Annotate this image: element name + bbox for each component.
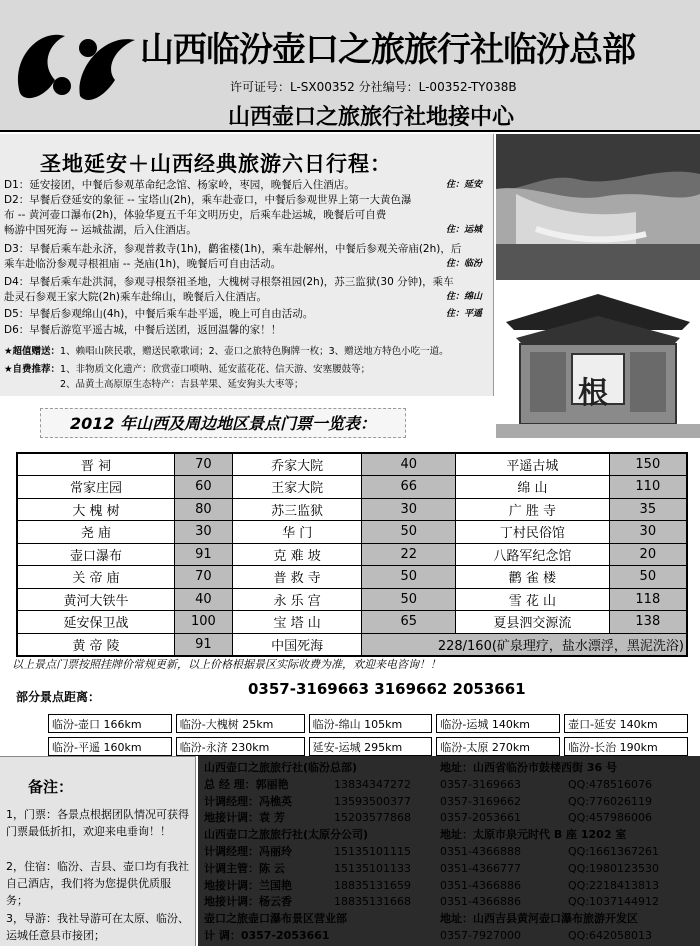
ticket-price: 40 <box>174 588 232 611</box>
ticket-price: 138 <box>609 611 687 634</box>
contact-field: 0357-3169663 <box>440 777 521 791</box>
scenic-spot-name: 平遥古城 <box>456 453 610 476</box>
ticket-price: 91 <box>174 543 232 566</box>
itinerary-day: 布 -- 黄河壶口瀑布(2h)，体验华夏五千年文明历史，后乘车赴运城，晚餐后可自费 <box>4 209 387 221</box>
ticket-row <box>17 498 687 521</box>
scenic-spot-name: 关 帝 庙 <box>17 566 174 589</box>
contact-field: 13593500377 <box>334 794 411 808</box>
scenic-spot-name: 壶口瀑布 <box>17 543 174 566</box>
scenic-spot-name: 苏三监狱 <box>232 498 362 521</box>
ticket-price: 100 <box>174 611 232 634</box>
distance-cell: 临汾-平遥 160km <box>48 737 172 756</box>
contact-field: 计调经理：冯丽玲 <box>204 845 292 858</box>
ticket-row <box>17 588 687 611</box>
ticket-price: 110 <box>609 476 687 499</box>
ticket-price-table <box>16 452 688 657</box>
lodging-note: 住：平遥 <box>445 309 482 319</box>
ticket-price: 118 <box>609 588 687 611</box>
note-item: 3，导游：我社导游可在太原、临汾、运城任意县市接团； <box>6 912 189 942</box>
ticket-row <box>17 521 687 544</box>
contact-field: 15135101133 <box>334 861 411 875</box>
contact-row <box>198 861 692 877</box>
price-notice: 以上景点门票按照挂牌价常规更新，以上价格根据景区实际收费为准，欢迎来电咨询！！ <box>12 658 441 671</box>
contact-field: 地址：太原市泉元时代 B 座 1202 室 <box>440 828 627 842</box>
note-item: 2，住宿：临汾、吉县、壶口均有我社自己酒店，我们将为您提供优质服务； <box>6 860 189 907</box>
ticket-price: 91 <box>174 633 232 656</box>
distance-cell: 临汾-长治 190km <box>564 737 688 756</box>
selfpay-line-2: 2、品黄土高原原生态特产：吉县苹果、延安狗头大枣等； <box>60 379 304 390</box>
ticket-row <box>17 611 687 634</box>
agency-logo <box>10 18 140 108</box>
contact-field: QQ:1980123530 <box>568 861 660 875</box>
notes-title: 备注： <box>28 778 74 796</box>
scenic-spot-name: 夏县泗交源流 <box>456 611 610 634</box>
itinerary-day: D3：早餐后乘车赴永济，参观普救寺(1h)，鹳雀楼(1h)，乘车赴解州，中餐后参观关帝庙(2h)，后 <box>4 243 462 255</box>
ticket-price: 65 <box>362 611 456 634</box>
ticket-row <box>17 476 687 499</box>
lodging-note: 住：临汾 <box>445 259 482 269</box>
contact-field: QQ:478516076 <box>568 777 653 791</box>
scenic-spot-name: 广 胜 寺 <box>456 498 610 521</box>
distance-cell: 壶口-延安 140km <box>564 714 688 733</box>
ticket-row <box>17 453 687 476</box>
agency-subtitle: 山西壶口之旅旅行社地接中心 <box>228 105 515 130</box>
ticket-price: 80 <box>174 498 232 521</box>
itinerary-day: D2：早餐后登延安的象征 -- 宝塔山(2h)，乘车赴壶口，中餐后参观世界上第一大黄色瀑 <box>4 194 412 206</box>
ticket-row <box>17 543 687 566</box>
ticket-row <box>17 633 687 656</box>
ticket-price: 66 <box>362 476 456 499</box>
scenic-spot-name: 鹳 雀 楼 <box>456 566 610 589</box>
ticket-table-title: 2012 年山西及周边地区景点门票一览表： <box>40 408 406 438</box>
itinerary-day: D1：延安接团，中餐后参观革命纪念馆、杨家岭，枣园，晚餐后入住酒店。 住：延安 <box>4 179 482 191</box>
ticket-price: 70 <box>174 566 232 589</box>
note-item: 1，门票：各景点根据团队情况可获得门票最低折扣，欢迎来电垂询！！ <box>6 808 189 838</box>
contact-field: 0357-3169662 <box>440 794 521 808</box>
contact-row <box>198 777 692 793</box>
contact-row <box>198 827 692 843</box>
contact-field: 计调主管：陈 云 <box>204 861 285 875</box>
contact-field: 13834347272 <box>334 777 411 791</box>
itinerary-day: D5：早餐后参观绵山(4h)，中餐后乘车赴平遥，晚上可自由活动。 住：平遥 <box>4 308 482 320</box>
scenic-spot-name: 雪 花 山 <box>456 588 610 611</box>
contact-field: 0357-2053661 <box>440 811 521 825</box>
contact-field: 0357-7927000 <box>440 929 521 942</box>
ticket-price: 30 <box>174 521 232 544</box>
contact-field: 0351-4366888 <box>440 845 521 858</box>
ticket-row <box>17 566 687 589</box>
gifts-line: ★超值赠送：1、赖唱山陕民歌，赠送民歌歌词；2、壶口之旅特色胸牌一枚；3、赠送地方特色小吃一道。 <box>4 346 449 357</box>
contact-row <box>198 894 692 910</box>
distance-title: 部分景点距离： <box>16 690 101 704</box>
contact-field: 15135101115 <box>334 845 411 858</box>
ticket-price: 70 <box>174 453 232 476</box>
contact-field: 地接计调：兰国艳 <box>204 878 292 892</box>
contact-field: QQ:457986006 <box>568 811 653 825</box>
ticket-price: 20 <box>609 543 687 566</box>
contact-row <box>198 760 692 776</box>
distance-cell: 临汾-壶口 166km <box>48 714 172 733</box>
contact-row <box>198 844 692 860</box>
contact-field: 山西壶口之旅旅行社(太原分公司) <box>204 828 369 842</box>
ticket-price: 50 <box>362 588 456 611</box>
contact-field: 计 调：0357-2053661 <box>204 929 330 942</box>
ticket-price: 50 <box>362 521 456 544</box>
contact-field: 18835131668 <box>334 895 411 909</box>
ticket-price: 150 <box>609 453 687 476</box>
ticket-price: 30 <box>362 498 456 521</box>
contact-field: QQ:1661367261 <box>568 845 660 858</box>
contact-field: QQ:642058013 <box>568 929 653 942</box>
scenic-spot-name: 宝 塔 山 <box>232 611 362 634</box>
lodging-note: 住：绵山 <box>445 292 482 302</box>
contact-row <box>198 928 692 944</box>
ticket-price: 60 <box>174 476 232 499</box>
selfpay-line: ★自费推荐：1、非物质文化遗产：欣赏壶口唢呐、延安蓝花花、信天游、安塞腰鼓等； <box>4 364 371 375</box>
scenic-spot-name: 华 门 <box>232 521 362 544</box>
scenic-spot-name: 常家庄园 <box>17 476 174 499</box>
agency-title: 山西临汾壶口之旅旅行社临汾总部 <box>140 30 635 70</box>
distance-cell: 临汾-永济 230km <box>176 737 305 756</box>
contact-field: 0351-4366886 <box>440 878 521 892</box>
itinerary-day: D6：早餐后游览平遥古城，中餐后送团，返回温馨的家！！ <box>4 324 282 336</box>
ticket-price: 35 <box>609 498 687 521</box>
itinerary-day: 乘车赴临汾参观寻根祖庙 -- 尧庙(1h)，晚餐后可自由活动。 住：临汾 <box>4 258 482 270</box>
itinerary-day: D4：早餐后乘车赴洪洞，参观寻根祭祖圣地，大槐树寻根祭祖园(2h)，苏三监狱(30 分钟)，乘车 <box>4 276 454 288</box>
contact-field: 壶口之旅壶口瀑布景区营业部 <box>204 912 347 926</box>
contact-field: 山西壶口之旅旅行社(临汾总部) <box>204 761 358 774</box>
scenic-spot-name: 普 救 寺 <box>232 566 362 589</box>
ticket-price: 228/160(矿泉理疗，盐水漂浮，黑泥洗浴) <box>362 633 687 656</box>
contact-field: 地接计调：杨云香 <box>204 895 292 909</box>
ticket-price: 50 <box>609 566 687 589</box>
lodging-note: 住：运城 <box>445 225 482 235</box>
contact-field: 18835131659 <box>334 878 411 892</box>
scenic-spot-name: 黄河大铁牛 <box>17 588 174 611</box>
ticket-price: 22 <box>362 543 456 566</box>
scenic-spot-name: 克 难 坡 <box>232 543 362 566</box>
scenic-spot-name: 丁村民俗馆 <box>456 521 610 544</box>
scenic-spot-name: 晋 祠 <box>17 453 174 476</box>
itinerary-day: 畅游中国死海 -- 运城盐湖，后入住酒店。 住：运城 <box>4 224 482 236</box>
scenic-spot-name: 中国死海 <box>232 633 362 656</box>
contact-field: 地址：山西省临汾市鼓楼西街 36 号 <box>440 761 617 774</box>
distance-cell: 临汾-大槐树 25km <box>176 714 305 733</box>
distance-cell: 临汾-太原 270km <box>436 737 560 756</box>
contact-field: 0351-4366886 <box>440 895 521 909</box>
contact-row <box>198 810 692 826</box>
ticket-price: 50 <box>362 566 456 589</box>
contact-field: 15203577868 <box>334 811 411 825</box>
itinerary-day: 赴灵石参观王家大院(2h)乘车赴绵山，晚餐后入住酒店。 住：绵山 <box>4 291 482 303</box>
contact-field: QQ:2218413813 <box>568 878 660 892</box>
scenic-spot-name: 黄 帝 陵 <box>17 633 174 656</box>
scenic-spot-name: 尧 庙 <box>17 521 174 544</box>
scenic-spot-name: 乔家大院 <box>232 453 362 476</box>
waterfall-photo <box>496 134 700 280</box>
lodging-note: 住：延安 <box>445 180 482 190</box>
ticket-price: 30 <box>609 521 687 544</box>
contact-field: 地址：山西吉县黄河壶口瀑布旅游开发区 <box>440 912 638 926</box>
distance-table <box>44 710 692 760</box>
scenic-spot-name: 绵 山 <box>456 476 610 499</box>
scenic-spot-name: 大 槐 树 <box>17 498 174 521</box>
contact-row <box>198 911 692 927</box>
scenic-spot-name: 八路军纪念馆 <box>456 543 610 566</box>
contact-field: QQ:776026119 <box>568 794 653 808</box>
scenic-spot-name: 永 乐 宫 <box>232 588 362 611</box>
phone-numbers: 0357-3169663 3169662 2053661 <box>248 680 526 698</box>
license-number: 许可证号：L-SX00352 分社编号：L-00352-TY038B <box>230 80 517 94</box>
ticket-price: 40 <box>362 453 456 476</box>
contact-field: 地接计调：袁 芳 <box>204 811 285 825</box>
contact-row <box>198 794 692 810</box>
distance-cell: 临汾-绵山 105km <box>309 714 433 733</box>
contact-field: QQ:1037144912 <box>568 895 660 909</box>
gate-character: 根 <box>578 376 608 411</box>
contact-row <box>198 878 692 894</box>
itinerary-title: 圣地延安＋山西经典旅游六日行程： <box>40 152 392 176</box>
distance-cell: 延安-运城 295km <box>309 737 433 756</box>
scenic-spot-name: 延安保卫战 <box>17 611 174 634</box>
contact-field: 计调经理：冯樵英 <box>204 794 292 808</box>
contact-field: 0351-4366777 <box>440 861 521 875</box>
distance-cell: 临汾-运城 140km <box>436 714 560 733</box>
scenic-spot-name: 王家大院 <box>232 476 362 499</box>
contact-field: 总 经 理：郭丽艳 <box>204 777 289 791</box>
root-gate-photo <box>496 282 700 438</box>
